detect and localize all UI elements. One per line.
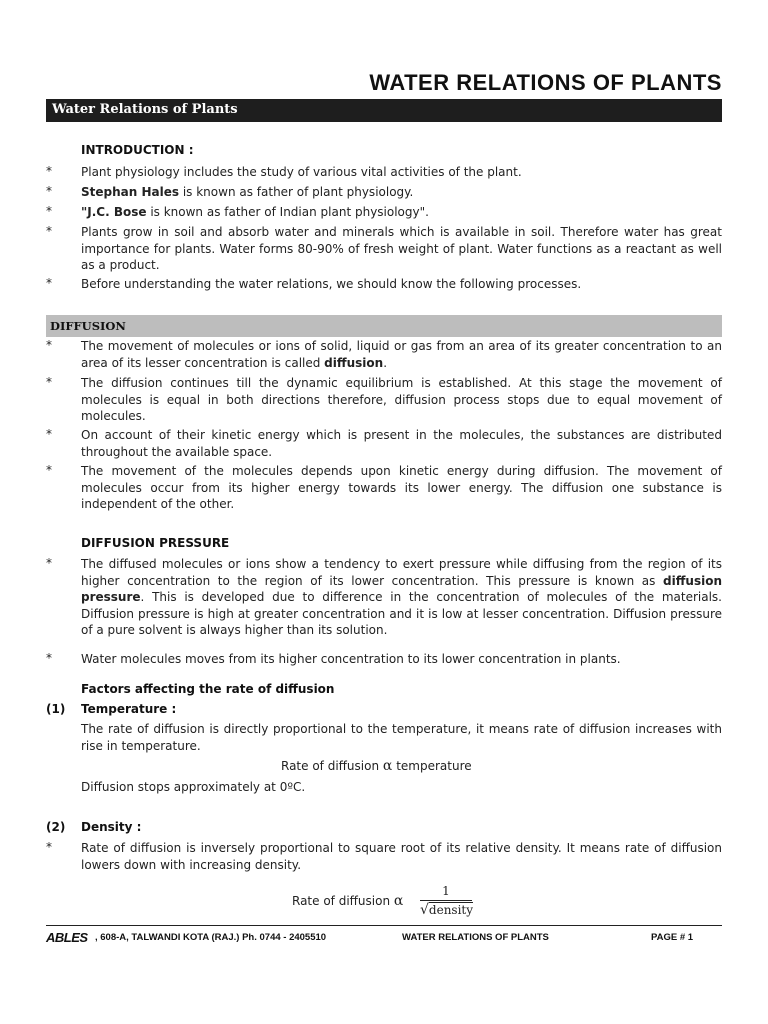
bullet: * — [46, 276, 52, 290]
footer-address: , 608-A, TALWANDI KOTA (RAJ.) Ph. 0744 - 2405510 — [95, 932, 327, 943]
temperature-formula — [281, 758, 472, 774]
bullet: * — [46, 375, 52, 389]
factors-heading: Factors affecting the rate of diffusion — [81, 682, 335, 696]
item-bold: diffusion pressure — [81, 573, 722, 604]
bullet: * — [46, 840, 52, 854]
temperature-text: The rate of diffusion is directly proportional to the temperature, it means rate of diffusion increases with rise in temperature. — [81, 722, 722, 753]
page-title: WATER RELATIONS OF PLANTS — [369, 70, 722, 95]
bullet: * — [46, 556, 52, 570]
item-text: On account of their kinetic energy which is present in the molecules, the substances are distributed throughout the available space. — [81, 428, 722, 459]
temperature-note: Diffusion stops approximately at 0ºC. — [81, 780, 306, 794]
factor-title-density: Density : — [81, 820, 142, 834]
bullet: * — [46, 651, 52, 665]
formula-left: Rate of diffusion — [292, 894, 391, 908]
footer-center-title: WATER RELATIONS OF PLANTS — [402, 932, 549, 943]
chapter-title: Water Relations of Plants — [52, 102, 238, 117]
list-item — [46, 427, 722, 460]
list-item — [46, 556, 722, 639]
item-text: is known as father of plant physiology. — [179, 185, 414, 199]
item-text: Plant physiology includes the study of various vital activities of the plant. — [81, 165, 522, 179]
item-text: . This is developed due to difference in the concentration of molecules of the materials. Diffusion pressure is high at greater concentration and it is low at lesser concentration. Diffusion pressure of a pure solvent is always higher than its solution. — [81, 590, 722, 637]
bullet: * — [46, 338, 52, 352]
factor-number: (2) — [46, 820, 66, 834]
item-bold: Stephan Hales — [81, 185, 180, 199]
list-item — [46, 463, 722, 513]
formula-right: temperature — [396, 759, 472, 773]
item-bold: "J.C. Bose — [81, 205, 147, 219]
item-text: Water molecules moves from its higher concentration to its lower concentration in plants. — [81, 652, 621, 666]
denominator-text: density — [428, 903, 474, 917]
list-item — [46, 276, 722, 293]
item-text: Rate of diffusion is inversely proportional to square root of its relative density. It means rate of diffusion lowers down with increasing density. — [81, 841, 722, 872]
factor-number: (1) — [46, 702, 66, 716]
item-text: The diffused molecules or ions show a tendency to exert pressure while diffusing from the region of its higher concentration to the region of its lower concentration. This pressure is known as — [81, 557, 722, 588]
bullet: * — [46, 463, 52, 477]
item-text: . — [383, 355, 388, 370]
chapter-title-bar — [46, 99, 722, 122]
list-item — [46, 375, 722, 425]
proportional-symbol: α — [393, 893, 404, 909]
section-bar-diffusion — [46, 315, 722, 337]
bullet: * — [46, 224, 52, 238]
fraction-denominator — [420, 900, 472, 917]
formula-left: Rate of diffusion — [281, 759, 380, 773]
proportional-symbol: α — [382, 758, 393, 774]
bullet: * — [46, 184, 52, 198]
density-fraction — [420, 884, 472, 917]
list-item — [46, 204, 722, 221]
item-text: Before understanding the water relations, we should know the following processes. — [81, 277, 582, 291]
factor-title-temperature: Temperature : — [81, 702, 177, 716]
list-item — [46, 164, 722, 181]
sqrt-icon: √ — [420, 902, 429, 918]
item-text: is known as father of Indian plant physiology". — [146, 205, 429, 219]
item-text: The movement of the molecules depends upon kinetic energy during diffusion. The movement of molecules occur from its higher energy towards its lower energy. The diffusion one substance is independent of the other. — [81, 464, 722, 511]
list-item — [46, 840, 722, 873]
footer-divider — [46, 925, 722, 926]
item-text: The diffusion continues till the dynamic equilibrium is established. At this stage the movement of molecules is equal in both directions therefore, diffusion process stops due to equal movement of molecules. — [81, 376, 722, 423]
list-item — [46, 224, 722, 274]
bullet: * — [46, 204, 52, 218]
bullet: * — [46, 427, 52, 441]
item-bold: diffusion — [324, 355, 384, 370]
diffusion-pressure-heading: DIFFUSION PRESSURE — [81, 536, 230, 550]
bullet: * — [46, 164, 52, 178]
item-text: Plants grow in soil and absorb water and minerals which is available in soil. Therefore water has great importance for plants. Water forms 80-90% of fresh weight of plant. Water functions as a reactant as well as a product. — [81, 225, 722, 272]
list-item — [46, 338, 722, 371]
ables-logo: ABLES — [46, 930, 88, 945]
footer-page-number: PAGE # 1 — [651, 932, 694, 943]
list-item — [46, 184, 722, 201]
fraction-numerator: 1 — [442, 884, 450, 898]
section-title: DIFFUSION — [50, 319, 126, 333]
list-item — [46, 651, 722, 668]
item-text: The movement of molecules or ions of solid, liquid or gas from an area of its greater concentration to an area of its lesser concentration is called — [81, 339, 722, 370]
intro-heading: INTRODUCTION : — [81, 143, 194, 157]
density-formula — [292, 893, 403, 909]
